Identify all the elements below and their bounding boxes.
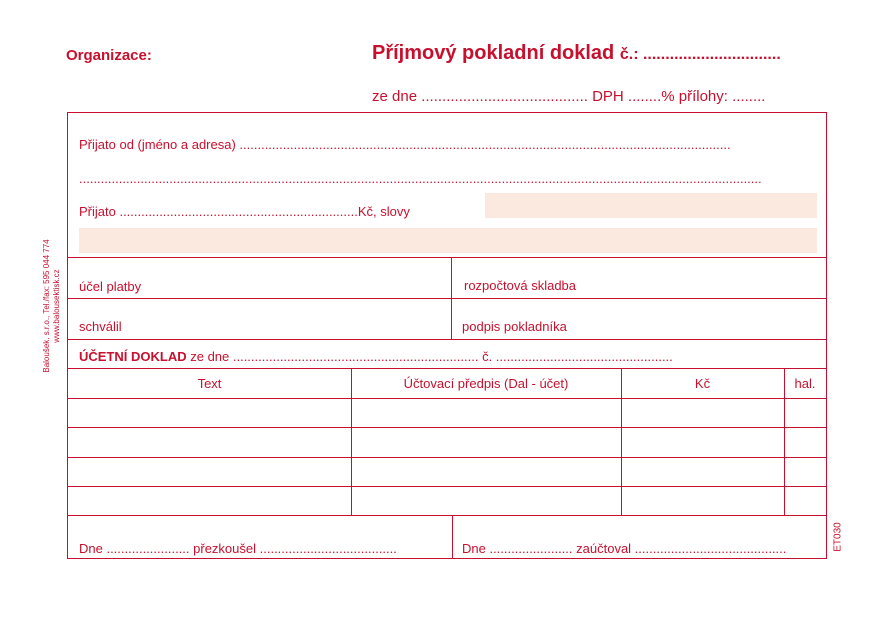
table-row (68, 427, 826, 428)
approved-by-field[interactable]: schválil (79, 319, 122, 334)
table-column-divider (351, 368, 352, 515)
table-row (68, 398, 826, 399)
posted-by-field[interactable]: Dne ....................... zaúčtoval .......................................... (462, 541, 787, 556)
table-column-divider (784, 368, 785, 515)
document-title-text: Příjmový pokladní doklad (372, 42, 615, 64)
column-header-text: Text (197, 376, 222, 391)
received-amount-field[interactable]: Přijato ..................................................................Kč, slovy (79, 204, 410, 219)
amount-in-words-continuation-box[interactable] (79, 228, 817, 253)
budget-classification-field[interactable]: rozpočtová skladba (464, 278, 577, 293)
divider (68, 339, 826, 340)
printer-imprint-line1: Baloušek, s.r.o., Tel./fax: 595 044 774 (42, 239, 51, 373)
document-title (372, 42, 781, 65)
accounting-document-date-number[interactable]: ze dne .................................................................... č. ................................................. (186, 349, 673, 364)
organization-label: Organizace: (66, 47, 152, 64)
received-from-continuation-field[interactable]: ............................................................................................................................................................................................. (79, 171, 762, 186)
accounting-document-label: ÚČETNÍ DOKLAD (79, 349, 187, 364)
table-row (68, 486, 826, 487)
payment-purpose-field[interactable]: účel platby (79, 279, 142, 294)
checked-by-field[interactable]: Dne ....................... přezkoušel ...................................... (79, 541, 397, 556)
column-header-kc: Kč (694, 376, 711, 391)
amount-in-words-box[interactable] (485, 193, 817, 218)
table-row (68, 457, 826, 458)
divider (68, 257, 826, 258)
receipt-form-frame (67, 112, 827, 559)
column-header-posting-rule: Účtovací předpis (Dal - účet) (403, 376, 569, 391)
footer-column-divider (452, 515, 453, 558)
date-vat-attachments-line[interactable]: ze dne ........................................ DPH ........% přílohy: ........ (372, 88, 766, 105)
form-code: ET030 (832, 522, 844, 552)
table-bottom-divider (68, 515, 826, 516)
divider (68, 298, 826, 299)
column-header-hal: hal. (794, 376, 816, 391)
table-column-divider (621, 368, 622, 515)
printer-imprint (42, 239, 62, 372)
divider (68, 368, 826, 369)
received-from-field[interactable]: Přijato od (jméno a adresa) ........................................................................................................................................ (79, 137, 731, 152)
document-number-field[interactable]: č.: ............................... (619, 46, 781, 63)
printer-imprint-line2: www.balousektisk.cz (52, 269, 61, 343)
accounting-document-line[interactable] (79, 349, 673, 364)
cashier-signature-field[interactable]: podpis pokladníka (462, 319, 567, 334)
